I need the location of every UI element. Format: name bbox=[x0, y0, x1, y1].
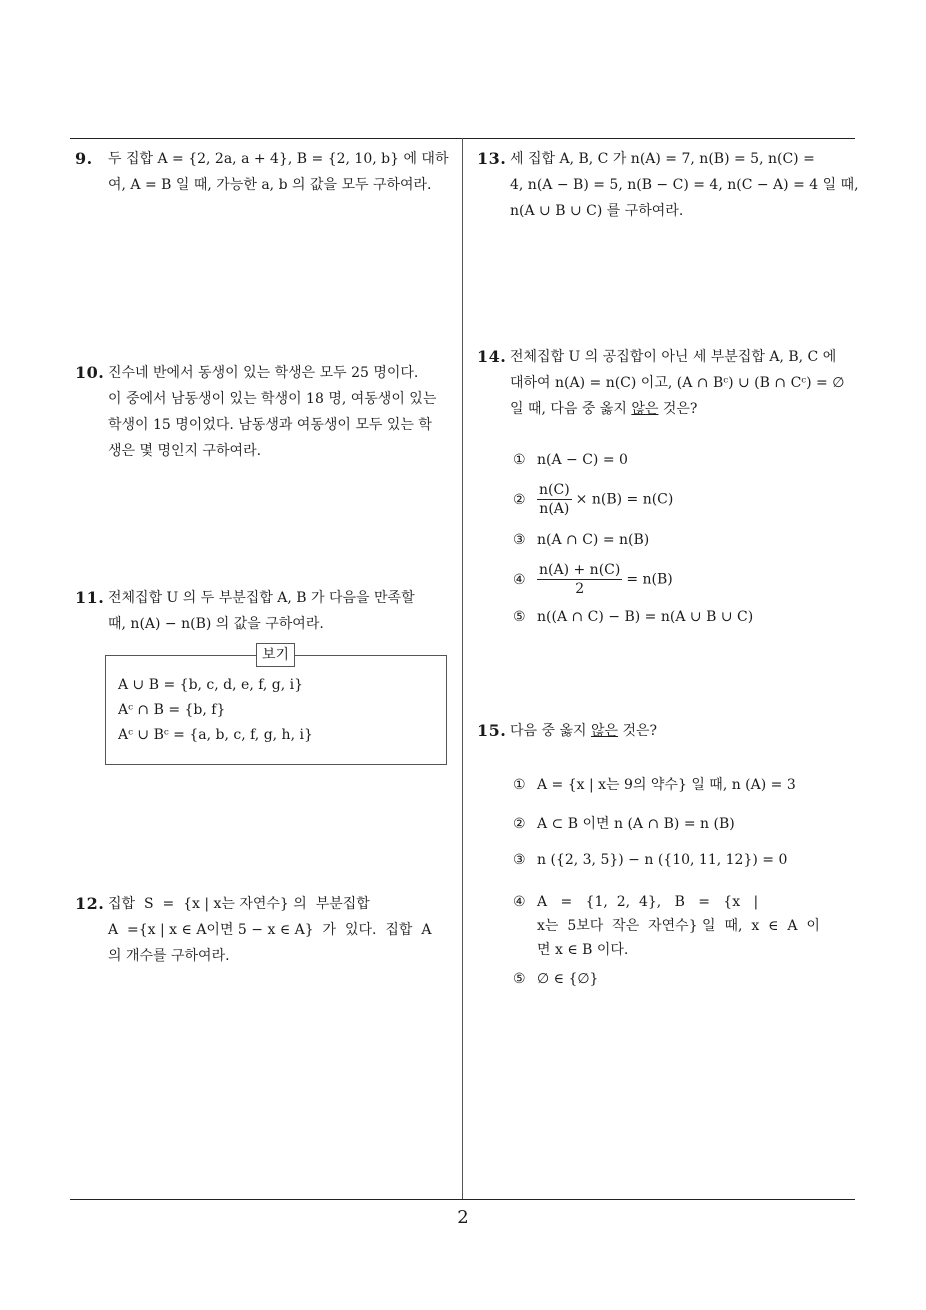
option-4[interactable] bbox=[513, 890, 820, 962]
denominator: n(A) bbox=[539, 501, 570, 517]
text-line: 대하여 n(A) = n(C) 이고, (A ∩ Bᶜ) ∪ (B ∩ Cᶜ) = ∅ bbox=[510, 375, 845, 391]
option-text-line: x는 5보다 작은 자연수} 일 때, x ∈ A 이 bbox=[537, 918, 820, 934]
option-text: n(A − C) = 0 bbox=[537, 452, 628, 468]
option-text: A ⊂ B 이면 n (A ∩ B) = n (B) bbox=[537, 816, 735, 832]
problem-15 bbox=[477, 718, 860, 744]
problem-text bbox=[510, 718, 860, 744]
example-box-content bbox=[118, 673, 313, 748]
problem-number: 10. bbox=[75, 363, 105, 382]
option-text: A = {x | x는 9의 약수} 일 때, n (A) = 3 bbox=[537, 777, 796, 793]
option-text: n ({2, 3, 5}) − n ({10, 11, 12}) = 0 bbox=[537, 852, 788, 868]
numerator: n(A) + n(C) bbox=[539, 562, 621, 578]
problem-text bbox=[108, 585, 457, 637]
option-text: A = {1, 2, 4}, B = {x | bbox=[537, 894, 759, 910]
text-line: 학생이 15 명이었다. 남동생과 여동생이 모두 있는 학 bbox=[108, 417, 432, 433]
text-line: 두 집합 A = {2, 2a, a + 4}, B = {2, 10, b} 에 대하 bbox=[108, 151, 449, 167]
numerator: n(C) bbox=[539, 482, 570, 498]
problem-12 bbox=[75, 891, 457, 969]
fraction bbox=[537, 561, 622, 598]
text-segment: 것은? bbox=[658, 401, 698, 417]
text-line: 전체집합 U 의 공집합이 아닌 세 부분집합 A, B, C 에 bbox=[510, 349, 837, 365]
option-3[interactable] bbox=[513, 532, 649, 548]
problem-text bbox=[510, 344, 860, 422]
text-line: 이 중에서 남동생이 있는 학생이 18 명, 여동생이 있는 bbox=[108, 391, 437, 407]
option-marker: ④ bbox=[513, 894, 526, 910]
option-marker: ⑤ bbox=[513, 609, 526, 625]
fraction bbox=[537, 481, 572, 518]
problem-number: 11. bbox=[75, 588, 105, 607]
problem-text bbox=[108, 891, 457, 969]
text-line: n(A ∪ B ∪ C) 를 구하여라. bbox=[510, 203, 684, 219]
column-divider bbox=[462, 138, 463, 1200]
text-line: 4, n(A − B) = 5, n(B − C) = 4, n(C − A) = 4 일 때, bbox=[510, 177, 859, 193]
underlined-word: 않은 bbox=[590, 723, 619, 739]
box-line: A ∪ B = {b, c, d, e, f, g, i} bbox=[118, 677, 304, 693]
example-box bbox=[105, 647, 447, 765]
option-marker: ④ bbox=[513, 571, 526, 588]
problem-number: 12. bbox=[75, 894, 105, 913]
text-line: 여, A = B 일 때, 가능한 a, b 의 값을 모두 구하여라. bbox=[108, 177, 432, 193]
option-marker: ② bbox=[513, 491, 526, 508]
problem-9 bbox=[75, 146, 457, 198]
option-2[interactable] bbox=[513, 813, 735, 833]
option-marker: ① bbox=[513, 777, 526, 793]
option-marker: ③ bbox=[513, 532, 526, 548]
text-line: 때, n(A) − n(B) 의 값을 구하여라. bbox=[108, 616, 324, 632]
problem-number: 9. bbox=[75, 149, 93, 168]
problem-text bbox=[108, 146, 457, 198]
option-4[interactable] bbox=[513, 561, 673, 598]
underlined-word: 않은 bbox=[631, 401, 659, 417]
denominator: 2 bbox=[575, 581, 585, 597]
problem-number: 13. bbox=[477, 149, 507, 168]
option-text: × n(B) = n(C) bbox=[575, 491, 674, 508]
option-marker: ③ bbox=[513, 852, 526, 868]
text-line: 집합 S = {x | x는 자연수} 의 부분집합 bbox=[108, 896, 370, 912]
problem-10 bbox=[75, 360, 457, 464]
problem-number: 15. bbox=[477, 721, 507, 740]
text-line: 생은 몇 명인지 구하여라. bbox=[108, 443, 262, 459]
text-line: 진수네 반에서 동생이 있는 학생은 모두 25 명이다. bbox=[108, 365, 419, 381]
option-5[interactable] bbox=[513, 609, 753, 625]
text-line: A ={x | x ∈ A이면 5 − x ∈ A} 가 있다. 집합 A bbox=[108, 922, 432, 938]
option-text: n(A ∩ C) = n(B) bbox=[537, 532, 650, 548]
example-box-title: 보기 bbox=[256, 643, 295, 667]
option-1[interactable] bbox=[513, 452, 628, 468]
problem-11 bbox=[75, 585, 457, 637]
text-line: 전체집합 U 의 두 부분집합 A, B 가 다음을 만족할 bbox=[108, 590, 415, 606]
text-segment: 것은? bbox=[618, 723, 658, 739]
option-text: ∅ ∈ {∅} bbox=[537, 971, 599, 987]
page-number: 2 bbox=[457, 1207, 469, 1228]
text-line bbox=[510, 396, 860, 422]
problem-number: 14. bbox=[477, 347, 507, 366]
option-text-line: 면 x ∈ B 이다. bbox=[537, 942, 629, 958]
text-line bbox=[510, 718, 860, 744]
option-text: n((A ∩ C) − B) = n(A ∪ B ∪ C) bbox=[537, 609, 754, 625]
text-line: 세 집합 A, B, C 가 n(A) = 7, n(B) = 5, n(C) = bbox=[510, 151, 815, 167]
box-line: Aᶜ ∪ Bᶜ = {a, b, c, f, g, h, i} bbox=[118, 727, 313, 743]
option-marker: ② bbox=[513, 816, 526, 832]
option-marker: ① bbox=[513, 452, 526, 468]
option-1[interactable] bbox=[513, 774, 796, 794]
option-5[interactable] bbox=[513, 971, 598, 987]
bottom-rule bbox=[70, 1199, 855, 1200]
text-line: 의 개수를 구하여라. bbox=[108, 948, 230, 964]
option-text: = n(B) bbox=[626, 571, 673, 588]
box-line: Aᶜ ∩ B = {b, f} bbox=[118, 702, 226, 718]
option-2[interactable] bbox=[513, 481, 673, 518]
option-3[interactable] bbox=[513, 852, 787, 868]
problem-13 bbox=[477, 146, 860, 224]
option-marker: ⑤ bbox=[513, 971, 526, 987]
problem-14 bbox=[477, 344, 860, 422]
text-segment: 일 때, 다음 중 옳지 bbox=[510, 401, 632, 417]
text-segment: 다음 중 옳지 bbox=[510, 723, 591, 739]
problem-text bbox=[510, 146, 860, 224]
problem-text bbox=[108, 360, 457, 464]
